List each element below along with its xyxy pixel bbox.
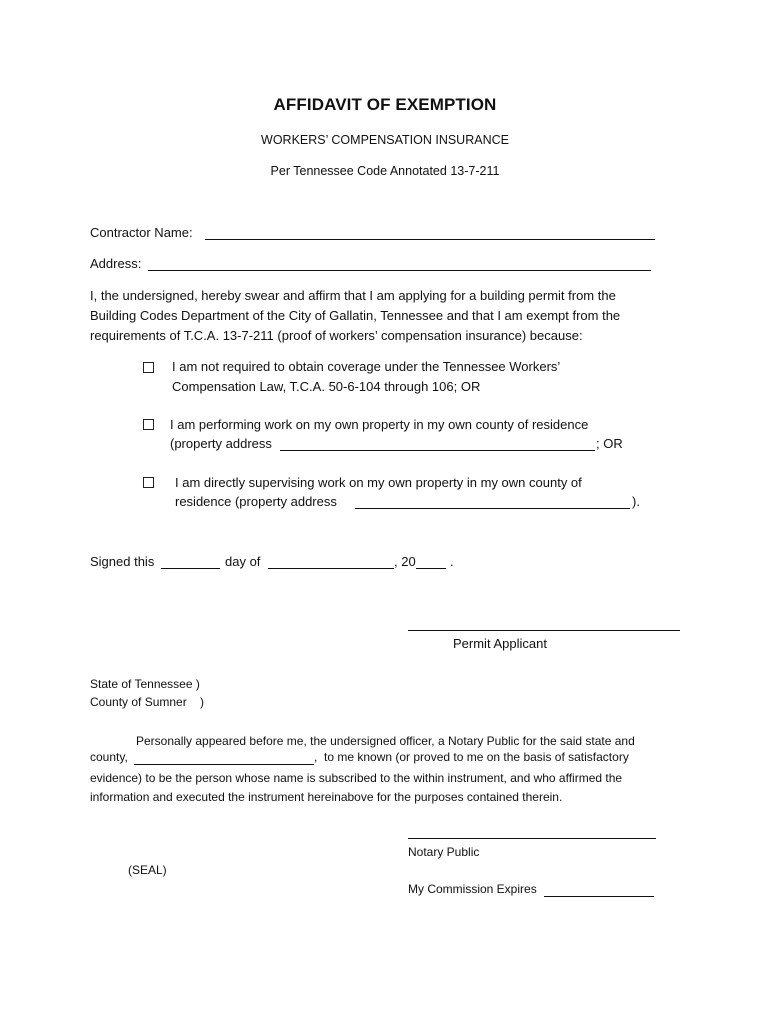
address-label: Address: [90, 256, 142, 271]
affirmation-paragraph [90, 286, 620, 346]
option-2-checkbox[interactable] [143, 419, 154, 430]
contractor-name-field[interactable] [205, 239, 655, 240]
option-3-address-field[interactable] [355, 508, 630, 509]
document-title: AFFIDAVIT OF EXEMPTION [273, 95, 497, 114]
notary-statement-line: Personally appeared before me, the undersigned officer, a Notary Public for the said state and [136, 734, 635, 748]
option-3-address-label: residence (property address [175, 494, 337, 509]
contractor-name-label: Contractor Name: [90, 225, 193, 240]
applicant-signature-field[interactable] [408, 630, 680, 631]
option-line: I am not required to obtain coverage under the Tennessee Workers’ [172, 359, 561, 374]
affirmation-line: Building Codes Department of the City of Gallatin, Tennessee and that I am exempt from the [90, 308, 621, 323]
signed-this-label: Signed this [90, 554, 155, 569]
notary-statement-line: evidence) to be the person whose name is subscribed to the within instrument, and who affirmed the [90, 771, 623, 785]
commission-expires-label: My Commission Expires [408, 882, 537, 896]
option-1-checkbox[interactable] [143, 362, 154, 373]
day-of-label: day of [225, 554, 261, 569]
signed-year-field[interactable] [416, 568, 446, 569]
signed-period: . [450, 554, 454, 569]
option-3-checkbox[interactable] [143, 477, 154, 488]
option-3-suffix: ). [632, 494, 640, 509]
signed-month-field[interactable] [268, 568, 394, 569]
option-3-text [175, 473, 582, 493]
affirmation-line: requirements of T.C.A. 13-7-211 (proof of workers’ compensation insurance) because: [90, 328, 583, 343]
seal-label: (SEAL) [128, 863, 167, 877]
option-2-address-label: (property address [170, 436, 272, 451]
address-field[interactable] [148, 270, 651, 271]
option-2-text [170, 415, 588, 435]
option-line: Compensation Law, T.C.A. 50-6-104 through 106; OR [172, 379, 481, 394]
notary-signature-field[interactable] [408, 838, 656, 839]
commission-expires-field[interactable] [544, 896, 654, 897]
option-1-text [172, 357, 560, 397]
document-subtitle: WORKERS’ COMPENSATION INSURANCE [261, 133, 509, 147]
signed-day-field[interactable] [161, 568, 220, 569]
code-reference: Per Tennessee Code Annotated 13-7-211 [270, 164, 500, 178]
affirmation-line: I, the undersigned, hereby swear and affirm that I am applying for a building permit from the [90, 288, 616, 303]
permit-applicant-label: Permit Applicant [453, 636, 547, 651]
year-prefix: , 20 [394, 554, 416, 569]
notary-county-label: county, [90, 750, 128, 764]
option-line: I am directly supervising work on my own property in my own county of [175, 475, 582, 490]
notary-statement-line: information and executed the instrument hereinabove for the purposes contained therein. [90, 790, 563, 804]
venue-state: State of Tennessee ) [90, 677, 200, 691]
option-line: I am performing work on my own property in my own county of residence [170, 417, 589, 432]
option-2-suffix: ; OR [596, 436, 623, 451]
notary-name-field[interactable] [134, 764, 314, 765]
notary-statement-line: , to me known (or proved to me on the basis of satisfactory [314, 750, 629, 764]
notary-public-label: Notary Public [408, 845, 480, 859]
option-2-address-field[interactable] [280, 450, 595, 451]
venue-county: County of Sumner ) [90, 695, 205, 709]
